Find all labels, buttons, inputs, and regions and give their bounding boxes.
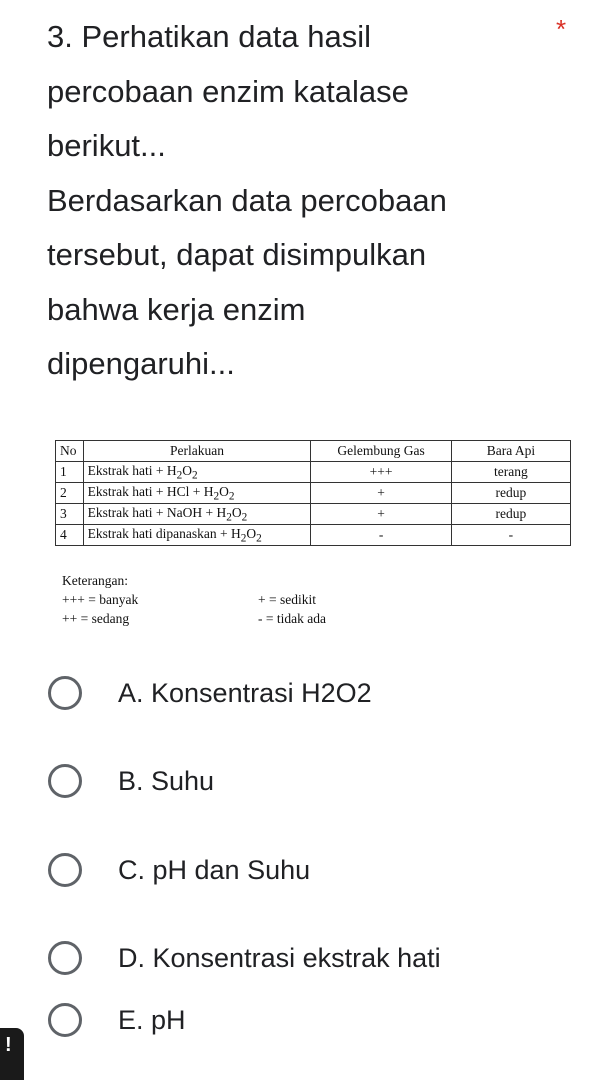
table-row [56, 525, 571, 546]
question-line: Berdasarkan data percobaan [47, 182, 447, 218]
perlakuan-prefix: Ekstrak hati + [87, 483, 167, 499]
question-text [47, 10, 547, 392]
question-line: tersebut, dapat disimpulkan [47, 237, 427, 272]
option-d-label[interactable]: D. Konsentrasi ekstrak hati [118, 943, 441, 973]
cell-perlakuan [83, 483, 311, 504]
option-b[interactable] [48, 764, 588, 804]
cell-no: 1 [56, 462, 84, 483]
question-line: berikut... [47, 128, 166, 163]
header-perlakuan: Perlakuan [83, 441, 311, 462]
cell-no: 3 [56, 504, 84, 525]
legend-row [62, 590, 462, 609]
option-b-label[interactable]: B. Suhu [118, 766, 215, 796]
option-a[interactable] [48, 676, 588, 716]
option-e-label[interactable]: E. pH [118, 1005, 186, 1035]
h2o2-formula: $H_2O_2$ [166, 462, 198, 482]
perlakuan-prefix: Ekstrak hati + [87, 504, 167, 520]
required-asterisk: * [556, 14, 567, 44]
cell-perlakuan [83, 462, 311, 483]
h2o2-formula: $H_2O_2$ [216, 504, 248, 524]
alert-badge[interactable] [0, 1028, 24, 1080]
question-line: percobaan enzim katalase [47, 73, 409, 109]
legend [62, 572, 462, 628]
legend-item: ++ = sedang [62, 611, 130, 626]
radio-button-d[interactable] [48, 941, 82, 975]
cell-bara: redup [451, 504, 570, 525]
cell-bara: terang [451, 462, 570, 483]
radio-button-b[interactable] [48, 764, 82, 798]
legend-item: - = tidak ada [258, 611, 326, 626]
experiment-table [55, 440, 571, 546]
cell-gelembung: + [311, 504, 451, 525]
header-no: No [56, 441, 84, 462]
option-c[interactable] [48, 853, 588, 893]
cell-gelembung: +++ [311, 462, 451, 483]
perlakuan-prefix: Ekstrak hati dipanaskan + [87, 525, 231, 541]
cell-bara: redup [451, 483, 570, 504]
option-e[interactable] [48, 1003, 588, 1043]
cell-perlakuan [83, 525, 311, 546]
legend-item: +++ = banyak [62, 592, 139, 607]
table-header-row [56, 441, 571, 462]
perlakuan-reagent: HCl + [166, 483, 204, 499]
perlakuan-prefix: Ekstrak hati + [87, 462, 167, 478]
question-line: 3. Perhatikan data hasil [47, 19, 371, 54]
legend-row [62, 609, 462, 628]
h2o2-formula: $H_2O_2$ [203, 483, 235, 503]
cell-no: 4 [56, 525, 84, 546]
question-line: bahwa kerja enzim [47, 291, 306, 327]
header-bara: Bara Api [451, 441, 570, 462]
perlakuan-reagent: NaOH + [166, 504, 217, 520]
cell-no: 2 [56, 483, 84, 504]
option-a-label[interactable]: A. Konsentrasi H2O2 [118, 678, 372, 708]
experiment-data-image [55, 440, 571, 546]
question-line: dipengaruhi... [47, 346, 235, 381]
header-gelembung: Gelembung Gas [311, 441, 451, 462]
option-d[interactable] [48, 941, 588, 981]
radio-button-e[interactable] [48, 1003, 82, 1037]
table-row [56, 462, 571, 483]
exclamation-icon: ! [5, 1034, 12, 1056]
radio-button-c[interactable] [48, 853, 82, 887]
cell-perlakuan [83, 504, 311, 525]
cell-gelembung: + [311, 483, 451, 504]
legend-item: + = sedikit [258, 592, 316, 607]
table-row [56, 504, 571, 525]
h2o2-formula: $H_2O_2$ [230, 525, 262, 545]
legend-title: Keterangan: [62, 573, 128, 588]
radio-button-a[interactable] [48, 676, 82, 710]
cell-bara: - [451, 525, 570, 546]
option-c-label[interactable]: C. pH dan Suhu [118, 855, 311, 885]
table-row [56, 483, 571, 504]
cell-gelembung: - [311, 525, 451, 546]
